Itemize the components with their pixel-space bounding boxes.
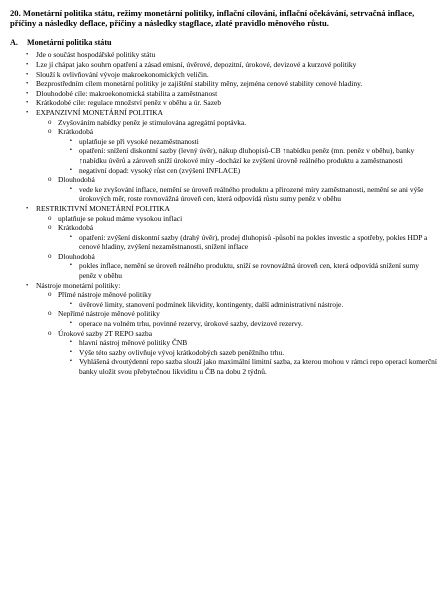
square-bullet-icon: ▪ <box>70 233 72 240</box>
section-letter: A. <box>10 38 18 48</box>
list-item: ▪ uplatňuje se při vysoké nezaměstnanosti <box>70 136 199 146</box>
circle-bullet-icon: o <box>48 117 52 126</box>
square-bullet-icon: ▪ <box>70 339 72 346</box>
square-bullet-icon: ▪ <box>70 137 72 144</box>
document-title: 20. Monetární politika státu, režimy monetární politiky, inflační cílování, inflační očekávání, setrvačná inflace, příčiny a následky deflace, příčiny a následky stagflace, zlaté pravidlo měnového růstu. <box>10 8 415 29</box>
list-item: ▪ vede ke zvyšování inflace, nemění se úroveň reálného produktu a přirozené míry zaměstnanosti, nemění se ani výše úrokových měr, roste rovnovážná úroveň cen, která odpovídá růstu sumy peněz v oběhu <box>70 184 424 204</box>
list-item: o Krátkodobá ▪ opatření: zvýšení diskontní sazby (drahý úvěr), prodej dluhopisů -působí na pokles investic a spotřeby, pokles HDP a cenové hladiny, zvýšení nezaměstnanosti, snížení inflace <box>10 223 438 252</box>
list-item: • Jde o součást hospodářské politiky státu <box>26 50 156 60</box>
list-item: o Zvyšováním nabídky peněz je stimulována agregátní poptávka. <box>48 117 247 127</box>
bullet-icon: • <box>26 70 29 78</box>
sub-list <box>10 290 438 376</box>
circle-bullet-icon: o <box>48 328 52 337</box>
section-heading-text: Monetární politika státu <box>27 38 112 48</box>
list-item-instruments: • Nástroje monetární politiky: o Přímé nástroje měnové politiky ▪ úvěrové limity, stanovení podmínek likvidity, kontingenty, další administrativní nástroje. o Nepřímé nástroje měnové politiky ▪ operace na volném trhu, povinné rezervy, úrokové sazby, devizové rezervy. o Úrokové sazby 2T REPO sazba ▪ hlavní nástroj měnové politiky ČNB ▪ Výše této sazby ovlivňuje vývoj krátkodobých sazeb peněžního trhu. ▪ Vyhlášená dvoutýdenní repo sazba slouží jako maximální limitní sazba, za kterou mohou v rámci repo operací komerční banky uložit svou přebytečnou likviditu u ČB na dobu 2 týdnů. <box>10 281 438 377</box>
list-item: • Slouží k ovlivňování vývoje makroekonomických veličin. <box>26 69 209 79</box>
bullet-icon: • <box>26 89 29 97</box>
square-bullet-icon: ▪ <box>70 320 72 327</box>
list-item: o Dlouhodobá ▪ vede ke zvyšování inflace, nemění se úroveň reálného produktu a přirozené míry zaměstnanosti, nemění se ani výše úrokových měr, roste rovnovážná úroveň cen, která odpovídá růstu sumy peněz v oběhu <box>10 175 438 204</box>
main-bullet-list <box>10 50 438 376</box>
sub-sub-list <box>10 300 438 310</box>
list-item: ▪ opatření: zvýšení diskontní sazby (drahý úvěr), prodej dluhopisů -působí na pokles investic a spotřeby, pokles HDP a cenové hladiny, zvýšení nezaměstnanosti, snížení inflace <box>70 232 428 252</box>
list-item: ▪ Vyhlášená dvoutýdenní repo sazba slouží jako maximální limitní sazba, za kterou mohou v rámci repo operací komerční banky uložit svou přebytečnou likviditu u ČB na dobu 2 týdnů. <box>70 357 437 376</box>
sub-sub-list <box>10 319 438 329</box>
sub-list <box>10 118 438 204</box>
list-item: ▪ Výše této sazby ovlivňuje vývoj krátkodobých sazeb peněžního trhu. <box>70 347 285 357</box>
list-item: o Přímé nástroje měnové politiky ▪ úvěrové limity, stanovení podmínek likvidity, kontingenty, další administrativní nástroje. <box>10 290 438 309</box>
bullet-icon: • <box>26 80 29 88</box>
bullet-icon: • <box>26 61 29 68</box>
list-item: ▪ hlavní nástroj měnové politiky ČNB <box>70 338 188 348</box>
bullet-icon: • <box>26 204 29 212</box>
list-item: ▪ opatření: snížení diskontní sazby (levný úvěr), nákup dluhopisů-CB ↑nabídku peněz (mn. peněz v oběhu), banky ↑nabídku úvěrů a zároveň sníží úrokové míry -dochází ke zvýšení úrovně reálného produktu a zaměstnanosti <box>70 146 415 165</box>
sub-sub-list <box>10 233 438 252</box>
list-item: o uplatňuje se pokud máme vysokou inflaci <box>48 213 183 223</box>
bullet-icon: • <box>26 51 29 59</box>
circle-bullet-icon: o <box>48 290 52 299</box>
circle-bullet-icon: o <box>48 213 52 222</box>
sub-sub-list <box>10 185 438 204</box>
list-item-expansive-policy: • EXPANZIVNÍ MONETÁRNÍ POLITIKA o Zvyšováním nabídky peněz je stimulována agregátní poptávka. o Krátkodobá ▪ uplatňuje se při vysoké nezaměstnanosti ▪ opatření: snížení diskontní sazby (levný úvěr), nákup dluhopisů-CB ↑nabídku peněz (mn. peněz v oběhu), banky ↑nabídku úvěrů a zároveň sníží úrokové míry -dochází ke zvýšení úrovně reálného produktu a zaměstnanosti ▪ negativní dopad: vysoký růst cen (zvýšení INFLACE) o Dlouhodobá ▪ vede ke zvyšování inflace, nemění se úroveň reálného produktu a přirozené míry zaměstnanosti, nemění se ani výše úrokových měr, roste rovnovážná úroveň cen, která odpovídá růstu sumy peněz v oběhu <box>10 108 438 204</box>
list-item: • Bezprostředním cílem monetární politiky je zajištění stability měny, zejména cenové stability cenové hladiny. <box>26 79 363 89</box>
list-item: • Krátkodobé cíle: regulace množství peněz v oběhu a úr. Sazeb <box>26 98 222 108</box>
square-bullet-icon: ▪ <box>70 166 72 173</box>
square-bullet-icon: ▪ <box>70 262 72 269</box>
circle-bullet-icon: o <box>48 251 52 260</box>
circle-bullet-icon: o <box>48 127 52 136</box>
list-item: o Nepřímé nástroje měnové politiky ▪ operace na volném trhu, povinné rezervy, úrokové sazby, devizové rezervy. <box>10 309 438 328</box>
sub-sub-list <box>10 137 438 175</box>
list-item: ▪ negativní dopad: vysoký růst cen (zvýšení INFLACE) <box>70 165 241 175</box>
list-item: • Lze jí chápat jako souhrn opatření a zásad emisní, úvěrové, depozitní, úrokové, devizové a kurzové politiky <box>26 60 357 69</box>
square-bullet-icon: ▪ <box>70 300 72 307</box>
square-bullet-icon: ▪ <box>70 185 72 192</box>
square-bullet-icon: ▪ <box>70 358 72 365</box>
circle-bullet-icon: o <box>48 175 52 184</box>
list-item: ▪ operace na volném trhu, povinné rezervy, úrokové sazby, devizové rezervy. <box>70 319 303 329</box>
bullet-icon: • <box>26 99 29 107</box>
list-item: o Dlouhodobá ▪ pokles inflace, nemění se úroveň reálného produktu, sníží se rovnovážná úroveň cen, která odpovídá snížení sumy peněz v oběhu <box>10 252 438 281</box>
square-bullet-icon: ▪ <box>70 348 72 355</box>
bullet-icon: • <box>26 281 29 289</box>
sub-list <box>10 214 438 281</box>
list-item: • Dlouhodobé cíle: makroekonomická stabilita a zaměstnanost <box>26 88 218 98</box>
section-heading <box>10 38 438 48</box>
circle-bullet-icon: o <box>48 309 52 318</box>
list-item: o Úrokové sazby 2T REPO sazba ▪ hlavní nástroj měnové politiky ČNB ▪ Výše této sazby ovlivňuje vývoj krátkodobých sazeb peněžního trhu. ▪ Vyhlášená dvoutýdenní repo sazba slouží jako maximální limitní sazba, za kterou mohou v rámci repo operací komerční banky uložit svou přebytečnou likviditu u ČB na dobu 2 týdnů. <box>10 329 438 377</box>
list-item: ▪ úvěrové limity, stanovení podmínek likvidity, kontingenty, další administrativní nástroje. <box>70 299 344 309</box>
sub-sub-list <box>10 261 438 280</box>
list-item: o Krátkodobá ▪ uplatňuje se při vysoké nezaměstnanosti ▪ opatření: snížení diskontní sazby (levný úvěr), nákup dluhopisů-CB ↑nabídku peněz (mn. peněz v oběhu), banky ↑nabídku úvěrů a zároveň sníží úrokové míry -dochází ke zvýšení úrovně reálného produktu a zaměstnanosti ▪ negativní dopad: vysoký růst cen (zvýšení INFLACE) <box>10 127 438 175</box>
bullet-icon: • <box>26 108 29 116</box>
square-bullet-icon: ▪ <box>70 147 72 154</box>
circle-bullet-icon: o <box>48 223 52 232</box>
list-item: ▪ pokles inflace, nemění se úroveň reálného produktu, sníží se rovnovážná úroveň cen, která odpovídá snížení sumy peněz v oběhu <box>70 261 419 281</box>
sub-sub-list <box>10 338 438 376</box>
list-item-restrictive-policy: • RESTRIKTIVNÍ MONETÁRNÍ POLITIKA o uplatňuje se pokud máme vysokou inflaci o Krátkodobá ▪ opatření: zvýšení diskontní sazby (drahý úvěr), prodej dluhopisů -působí na pokles investic a spotřeby, pokles HDP a cenové hladiny, zvýšení nezaměstnanosti, snížení inflace o Dlouhodobá ▪ pokles inflace, nemění se úroveň reálného produktu, sníží se rovnovážná úroveň cen, která odpovídá snížení sumy peněz v oběhu <box>10 204 438 281</box>
